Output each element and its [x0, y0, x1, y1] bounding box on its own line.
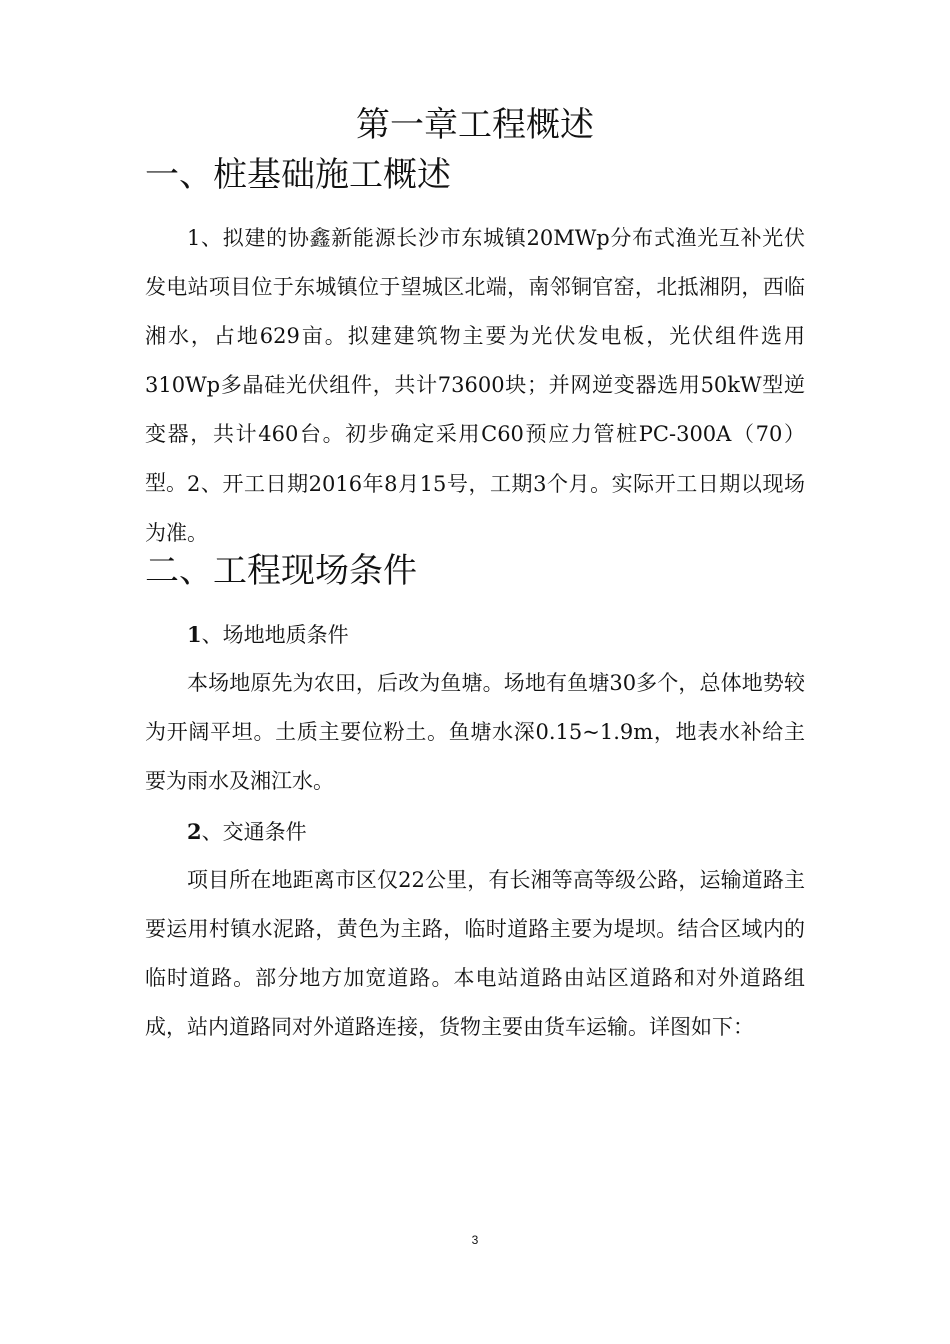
paragraph-project-overview: 1、拟建的协鑫新能源长沙市东城镇20MWp分布式渔光互补光伏发电站项目位于东城镇位于望城区北端，南邻铜官窑，北抵湘阴，西临湘水，占地629亩。拟建建筑物主要为光伏发电板，光伏组件选用310Wp多晶硅光伏组件，共计73600块；并网逆变器选用50kW型逆变器，共计460台。初步确定采用C60预应力管桩PC-300A（70）型。: [145, 226, 805, 495]
subheading-title: 、交通条件: [201, 820, 307, 844]
subheading-traffic: [187, 807, 307, 857]
paragraph-geology: 本场地原先为农田，后改为鱼塘。场地有鱼塘30多个，总体地势较为开阔平坦。土质主要位粉土。鱼塘水深0.15~1.9m，地表水补给主要为雨水及湘江水。: [145, 671, 805, 793]
subheading-title: 、场地地质条件: [201, 623, 349, 647]
paragraph-schedule: 2、开工日期2016年8月15号，工期3个月。实际开工日期以现场为准。: [145, 472, 805, 545]
paragraph-traffic: 项目所在地距离市区仅22公里，有长湘等高等级公路，运输道路主要运用村镇水泥路，黄色为主路，临时道路主要为堤坝。结合区域内的临时道路。部分地方加宽道路。本电站道路由站区道路和对外道路组成，站内道路同对外道路连接，货物主要由货车运输。详图如下：: [145, 868, 805, 1039]
chapter-title: 第一章工程概述: [356, 105, 594, 145]
section-heading-site-conditions: 二、工程现场条件: [145, 551, 417, 591]
section-heading-pile-foundation: 一、桩基础施工概述: [145, 155, 451, 195]
subheading-number: 2: [187, 819, 202, 844]
subheading-geology: [187, 610, 349, 660]
page-number: 3: [471, 1233, 479, 1247]
subheading-number: 1: [187, 622, 202, 647]
